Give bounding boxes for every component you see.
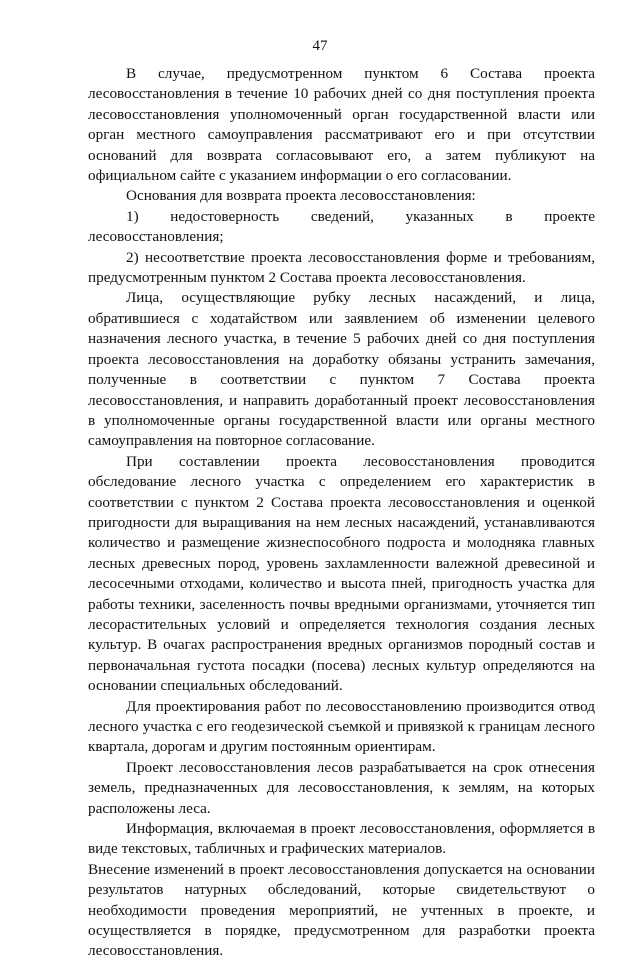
paragraph-return-ground-1: 1) недостоверность сведений, указанных в проекте лесовосстановления; [88,207,595,246]
paragraph-revision-obligation: Лица, осуществляющие рубку лесных насаждений, и лица, обратившиеся с ходатайством или заявлением об изменении целевого назначения лесного участка, в течение 5 рабочих дней со дня поступления проекта лесовосстановления на доработку обязаны устранить замечания, полученные в соответствии с пунктом 7 Состава проекта лесовосстановления, и направить доработанный проект лесовосстановления в уполномоченные органы государственной власти или органы местного самоуправления на повторное согласование. [88,289,595,450]
paragraph-return-grounds-heading: Основания для возврата проекта лесовосстановления: [126,187,476,205]
page-number: 47 [312,38,328,54]
paragraph-site-survey: При составлении проекта лесовосстановления проводится обследование лесного участка с определением его характеристик в соответствии с пунктом 2 Состава проекта лесовосстановления и оценкой пригодности для выращивания на нем лесных насаждений, устанавливаются количество и размещение жизнеспособного подроста и молодняка главных лесных древесных пород, уровень захламленности валежной древесиной и лесосечными отходами, количество и высота пней, пригодность участка для работы техники, заселенность почвы вредными организмами, уточняется тип лесорастительных условий и определяется технология создания лесных культур. В очагах распространения вредных организмов породный состав и первоначальная густота посадки (посева) лесных культур определяются на основании специальных обследований. [88,452,595,695]
paragraph-return-ground-2: 2) несоответствие проекта лесовосстановления форме и требованиям, предусмотренным пунктом 2 Состава проекта лесовосстановления. [88,248,595,287]
document-body [88,64,595,962]
paragraph-project-term: Проект лесовосстановления лесов разрабатывается на срок отнесения земель, предназначенных для лесовосстановления, к землям, на которых расположены леса. [88,758,595,817]
paragraph-amendments: Внесение изменений в проект лесовосстановления допускается на основании результатов натурных обследований, которые свидетельствуют о необходимости проведения мероприятий, не учтенных в проекте, и осуществляется в порядке, предусмотренном для разработки проекта лесовосстановления. [88,860,595,960]
paragraph-project-format: Информация, включаемая в проект лесовосстановления, оформляется в виде текстовых, табличных и графических материалов. [88,820,595,858]
paragraph-site-allocation: Для проектирования работ по лесовосстановлению производится отвод лесного участка с его геодезической съемкой и привязкой к границам лесного квартала, дорогам и другим постоянным ориентирам. [88,697,595,756]
paragraph-approval-procedure: В случае, предусмотренном пунктом 6 Состава проекта лесовосстановления в течение 10 рабочих дней со дня поступления проекта лесовосстановления уполномоченный орган государственной власти или орган местного самоуправления рассматривают его и при отсутствии оснований для возврата согласовывают его, а затем публикуют на официальном сайте с указанием информации о его согласовании. [88,65,595,185]
